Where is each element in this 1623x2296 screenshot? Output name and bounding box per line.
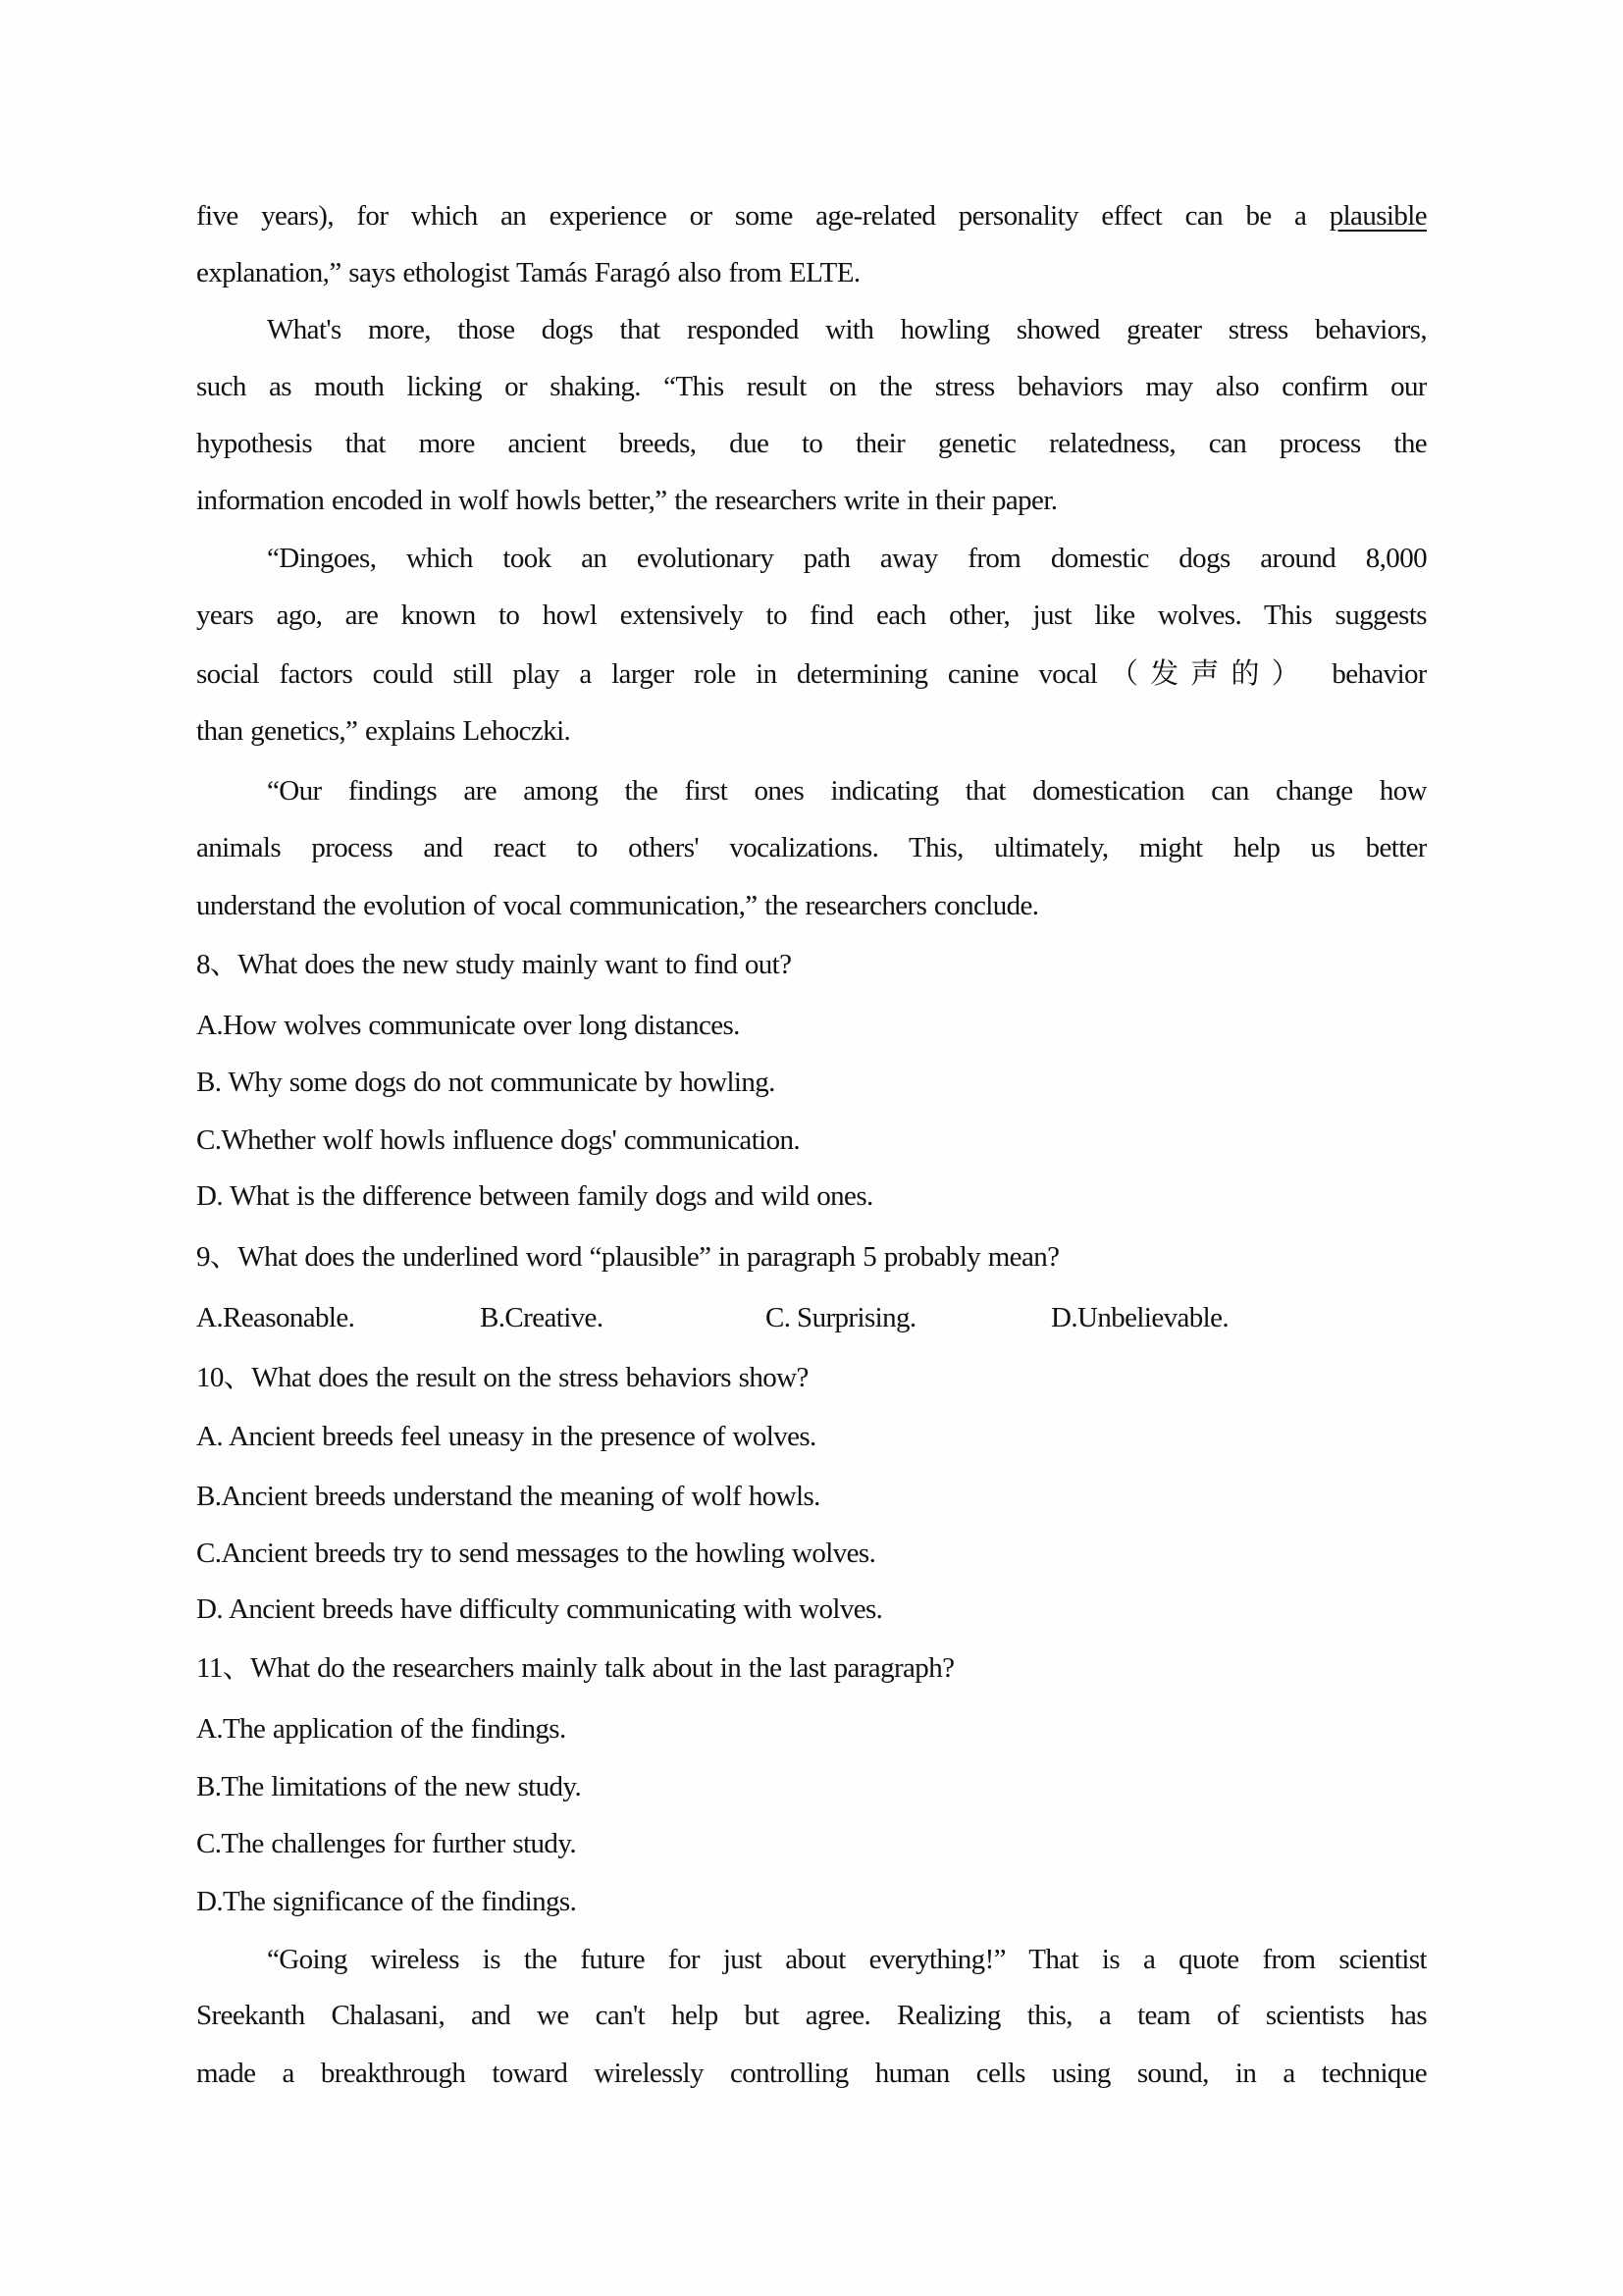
answer-option[interactable]: C.Ancient breeds try to send messages to the howling wolves. — [196, 1538, 876, 1569]
answer-option[interactable]: A.The application of the findings. — [196, 1713, 566, 1745]
answer-option[interactable]: D. What is the difference between family dogs and wild ones. — [196, 1180, 873, 1212]
paragraph-line: “Our findings are among the first ones indicating that domestication can change how — [267, 775, 1427, 807]
passage-line — [196, 196, 1427, 235]
question-stem: 10、What does the result on the stress behaviors show? — [196, 1362, 809, 1393]
paragraph-line: than genetics,” explains Lehoczki. — [196, 715, 571, 747]
underlined-word: plausible — [1329, 200, 1427, 232]
answer-option[interactable]: C. Surprising. — [765, 1302, 916, 1333]
paragraph-line: hypothesis that more ancient breeds, due to their genetic relatedness, can process the — [196, 428, 1427, 459]
answer-option[interactable]: C.The challenges for further study. — [196, 1828, 576, 1859]
paragraph-line: social factors could still play a larger role in determining canine vocal（发声的） behavior — [196, 658, 1427, 690]
paragraph-line: years ago, are known to howl extensively to find each other, just like wolves. This suggests — [196, 600, 1427, 631]
paragraph-line: Sreekanth Chalasani, and we can't help but agree. Realizing this, a team of scientists has — [196, 2000, 1427, 2031]
paragraph-line: information encoded in wolf howls better,” the researchers write in their paper. — [196, 485, 1058, 516]
paragraph-line: “Dingoes, which took an evolutionary path away from domestic dogs around 8,000 — [267, 543, 1427, 574]
question-stem: 11、What do the researchers mainly talk about in the last paragraph? — [196, 1652, 955, 1684]
paragraph-line: “Going wireless is the future for just about everything!” That is a quote from scientist — [267, 1944, 1427, 1975]
answer-option[interactable]: A. Ancient breeds feel uneasy in the presence of wolves. — [196, 1421, 816, 1452]
answer-option[interactable]: A.How wolves communicate over long distances. — [196, 1010, 740, 1041]
answer-option[interactable]: D.The significance of the findings. — [196, 1886, 577, 1917]
paragraph-line: understand the evolution of vocal communication,” the researchers conclude. — [196, 890, 1039, 921]
paragraph-line: animals process and react to others' vocalizations. This, ultimately, might help us better — [196, 832, 1427, 863]
paragraph-line: made a breakthrough toward wirelessly controlling human cells using sound, in a technique — [196, 2058, 1427, 2089]
passage-text: five years), for which an experience or some age-related personality effect can be a — [196, 200, 1307, 232]
paragraph-line: such as mouth licking or shaking. “This result on the stress behaviors may also confirm our — [196, 371, 1427, 402]
answer-option[interactable]: B.The limitations of the new study. — [196, 1771, 582, 1802]
passage-line: explanation,” says ethologist Tamás Faragó also from ELTE. — [196, 257, 861, 288]
answer-option[interactable]: B. Why some dogs do not communicate by howling. — [196, 1067, 775, 1098]
answer-option[interactable]: D.Unbelievable. — [1051, 1302, 1230, 1333]
question-stem: 9、What does the underlined word “plausible” in paragraph 5 probably mean? — [196, 1241, 1060, 1273]
answer-option[interactable]: D. Ancient breeds have difficulty communicating with wolves. — [196, 1593, 883, 1625]
answer-option[interactable]: B.Ancient breeds understand the meaning of wolf howls. — [196, 1481, 820, 1512]
answer-option[interactable]: B.Creative. — [480, 1302, 603, 1333]
answer-option[interactable]: A.Reasonable. — [196, 1302, 355, 1333]
answer-option[interactable]: C.Whether wolf howls influence dogs' communication. — [196, 1124, 801, 1156]
paragraph-line: What's more, those dogs that responded with howling showed greater stress behaviors, — [267, 314, 1427, 345]
question-stem: 8、What does the new study mainly want to find out? — [196, 949, 792, 980]
